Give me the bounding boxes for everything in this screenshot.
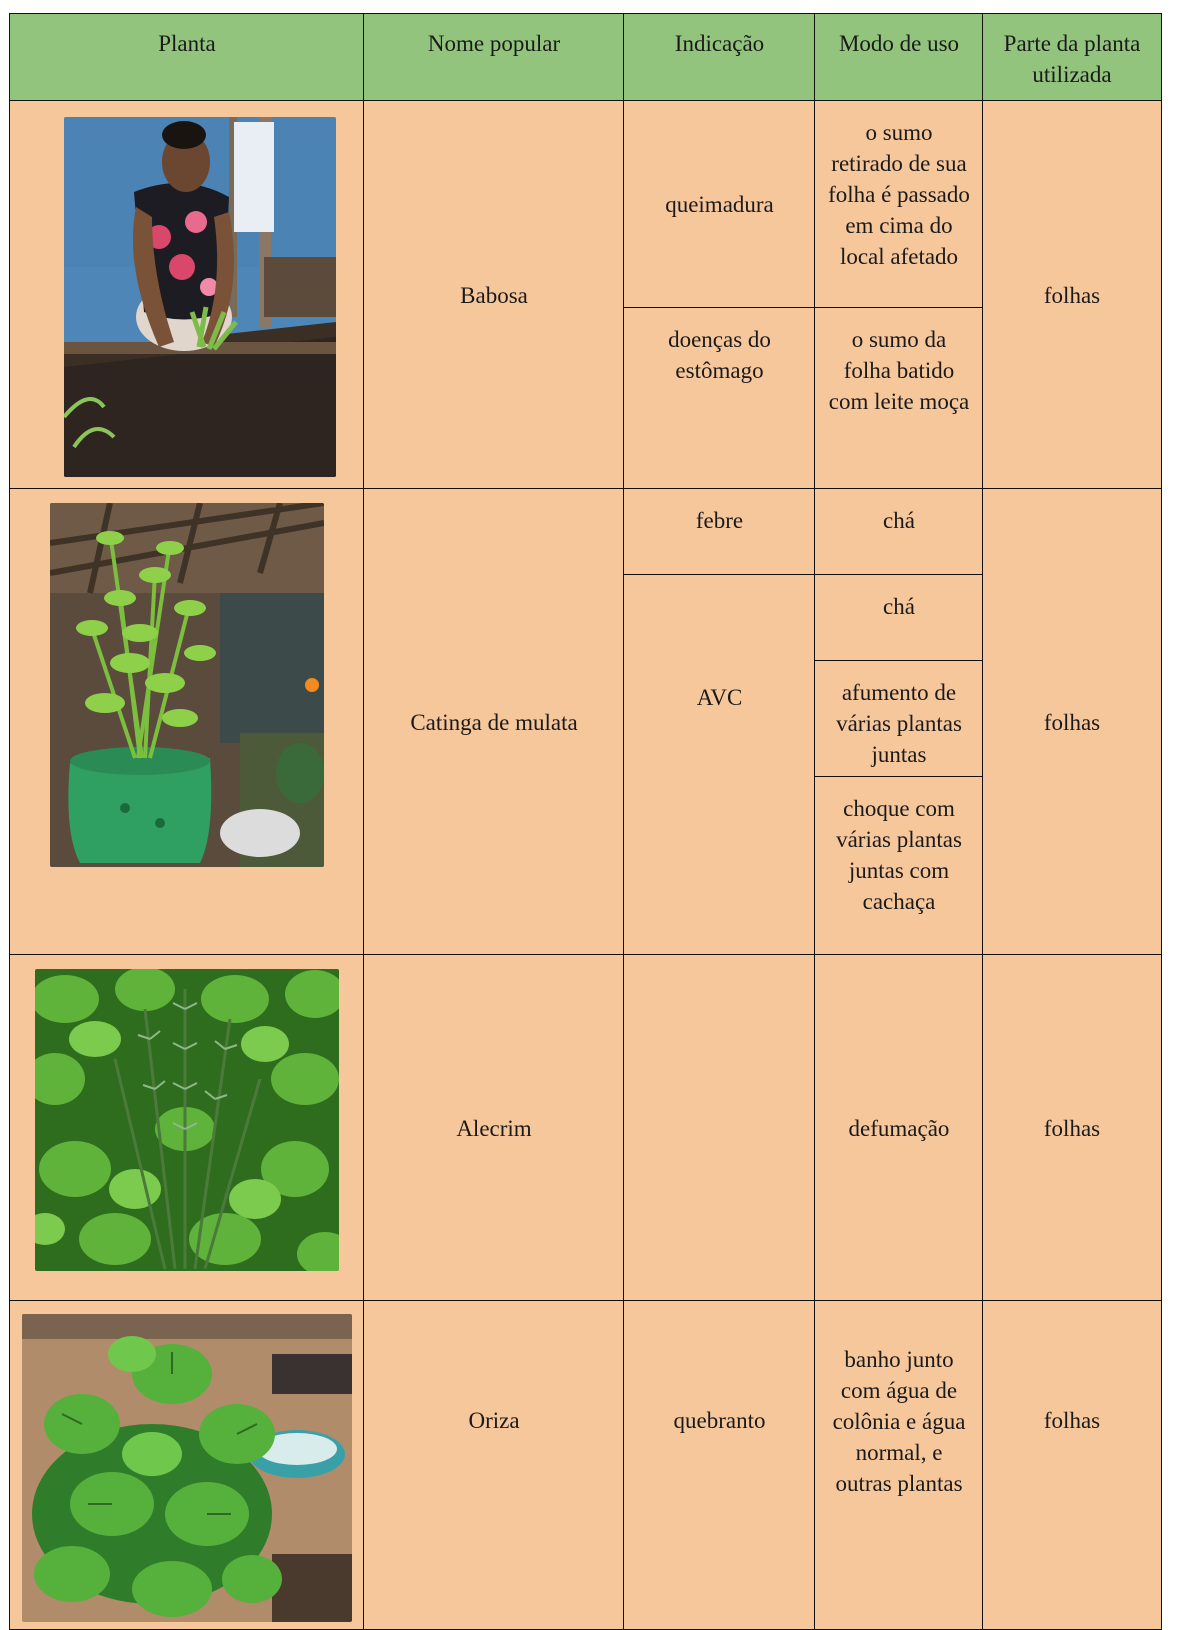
row1-modo-de-uso-1: o sumo retirado de sua folha é passado em cima do local afetado (814, 100, 984, 309)
row4-indicacao: quebranto (623, 1300, 816, 1630)
row1-parte: folhas (982, 100, 1162, 490)
row3-parte: folhas (982, 954, 1162, 1302)
header-planta: Planta (9, 13, 365, 102)
row1-indicacao-2: doenças do estômago (623, 307, 816, 490)
row1-nome-popular: Babosa (363, 100, 625, 490)
row2-indicacao-1: febre (623, 488, 816, 576)
header-parte-utilizada: Parte da planta utilizada (982, 13, 1162, 102)
row3-indicacao (623, 954, 816, 1302)
row2-modo-de-uso-4: choque com várias plantas juntas com cachaça (814, 776, 984, 956)
row2-nome-popular: Catinga de mulata (363, 488, 625, 956)
row4-parte: folhas (982, 1300, 1162, 1630)
rosemary-mint-photo (35, 969, 339, 1271)
row4-nome-popular: Oriza (363, 1300, 625, 1630)
row3-nome-popular: Alecrim (363, 954, 625, 1302)
row4-modo-de-uso: banho junto com água de colônia e água normal, e outras plantas (814, 1300, 984, 1630)
leafy-plant-photo (22, 1314, 352, 1622)
row2-modo-de-uso-1: chá (814, 488, 984, 576)
row1-indicacao-1: queimadura (623, 100, 816, 309)
header-nome-popular: Nome popular (363, 13, 625, 102)
row1-modo-de-uso-2: o sumo da folha batido com leite moça (814, 307, 984, 490)
row2-modo-de-uso-3: afumento de várias plantas juntas (814, 660, 984, 778)
row2-modo-de-uso-2: chá (814, 574, 984, 662)
row2-indicacao-2: AVC (623, 574, 816, 956)
header-modo-de-uso: Modo de uso (814, 13, 984, 102)
row2-parte: folhas (982, 488, 1162, 956)
row3-modo-de-uso: defumação (814, 954, 984, 1302)
aloe-planting-photo (64, 117, 336, 477)
potted-herb-photo (50, 503, 324, 867)
header-indicacao: Indicação (623, 13, 816, 102)
